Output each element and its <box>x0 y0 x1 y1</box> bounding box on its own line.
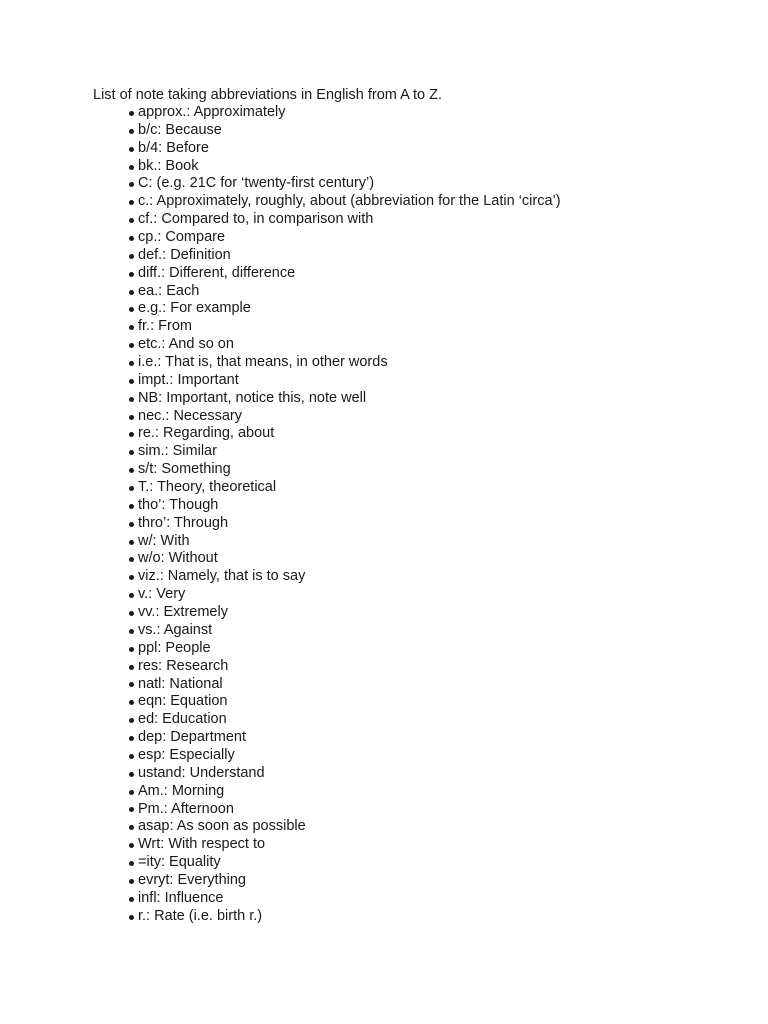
bullet-icon <box>129 165 134 170</box>
list-item <box>129 711 561 729</box>
list-item <box>129 283 561 301</box>
bullet-icon <box>129 111 134 116</box>
list-item <box>129 604 561 622</box>
list-item <box>129 497 561 515</box>
list-item-text: res: Research <box>138 657 229 674</box>
bullet-icon <box>129 325 134 330</box>
bullet-icon <box>129 682 134 687</box>
bullet-icon <box>129 254 134 259</box>
list-item-text: impt.: Important <box>138 371 239 388</box>
list-item-text: thro’: Through <box>138 514 229 531</box>
bullet-icon <box>129 754 134 759</box>
document-title: List of note taking abbreviations in English from A to Z. <box>93 87 442 103</box>
list-item-text: w/o: Without <box>138 550 218 567</box>
list-item <box>129 729 561 747</box>
list-item-text: tho’: Though <box>138 496 219 513</box>
list-item <box>129 818 561 836</box>
list-item <box>129 443 561 461</box>
bullet-icon <box>129 182 134 187</box>
bullet-icon <box>129 522 134 527</box>
bullet-icon <box>129 718 134 723</box>
bullet-icon <box>129 379 134 384</box>
list-item <box>129 300 561 318</box>
list-item-text: s/t: Something <box>138 461 231 478</box>
list-item-text: diff.: Different, difference <box>138 264 296 281</box>
list-item-text: def.: Definition <box>138 246 231 263</box>
list-item <box>129 765 561 783</box>
list-item-text: natl: National <box>138 675 223 692</box>
list-item <box>129 890 561 908</box>
list-item-text: =ity: Equality <box>138 854 221 871</box>
bullet-icon <box>129 272 134 277</box>
bullet-icon <box>129 825 134 830</box>
list-item-text: Am.: Morning <box>138 782 225 799</box>
list-item <box>129 693 561 711</box>
list-item <box>129 336 561 354</box>
list-item <box>129 479 561 497</box>
bullet-icon <box>129 432 134 437</box>
bullet-icon <box>129 665 134 670</box>
list-item <box>129 461 561 479</box>
bullet-icon <box>129 486 134 491</box>
list-item <box>129 783 561 801</box>
list-item-text: ed: Education <box>138 711 227 728</box>
bullet-icon <box>129 575 134 580</box>
bullet-icon <box>129 200 134 205</box>
list-item <box>129 140 561 158</box>
bullet-icon <box>129 540 134 545</box>
bullet-icon <box>129 343 134 348</box>
list-item-text: NB: Important, notice this, note well <box>138 389 367 406</box>
list-item-text: c.: Approximately, roughly, about (abbreviation for the Latin ‘circa’) <box>138 193 561 210</box>
list-item <box>129 658 561 676</box>
bullet-icon <box>129 129 134 134</box>
list-item-text: cf.: Compared to, in comparison with <box>138 211 374 228</box>
list-item <box>129 158 561 176</box>
list-item <box>129 533 561 551</box>
list-item <box>129 265 561 283</box>
bullet-icon <box>129 290 134 295</box>
list-item-text: cp.: Compare <box>138 229 226 246</box>
bullet-icon <box>129 504 134 509</box>
list-item-text: ustand: Understand <box>138 764 265 781</box>
list-item-text: eqn: Equation <box>138 693 228 710</box>
list-item-text: vv.: Extremely <box>138 604 228 621</box>
list-item-text: esp: Especially <box>138 746 235 763</box>
list-item-text: evryt: Everything <box>138 871 246 888</box>
list-item <box>129 425 561 443</box>
bullet-icon <box>129 647 134 652</box>
list-item-text: T.: Theory, theoretical <box>138 479 277 496</box>
list-item <box>129 854 561 872</box>
list-item-text: Wrt: With respect to <box>138 836 266 853</box>
list-item-text: e.g.: For example <box>138 300 251 317</box>
list-item-text: sim.: Similar <box>138 443 217 460</box>
bullet-icon <box>129 361 134 366</box>
bullet-icon <box>129 397 134 402</box>
list-item-text: b/4: Before <box>138 139 209 156</box>
bullet-icon <box>129 611 134 616</box>
bullet-icon <box>129 307 134 312</box>
list-item-text: w/: With <box>138 532 190 549</box>
list-item <box>129 175 561 193</box>
list-item <box>129 676 561 694</box>
bullet-icon <box>129 843 134 848</box>
list-item <box>129 801 561 819</box>
list-item-text: vs.: Against <box>138 621 213 638</box>
list-item-text: infl: Influence <box>138 889 224 906</box>
bullet-icon <box>129 897 134 902</box>
list-item-text: ea.: Each <box>138 282 200 299</box>
list-item <box>129 836 561 854</box>
bullet-icon <box>129 147 134 152</box>
bullet-icon <box>129 772 134 777</box>
list-item <box>129 622 561 640</box>
list-item <box>129 568 561 586</box>
list-item <box>129 872 561 890</box>
list-item-text: viz.: Namely, that is to say <box>138 568 306 585</box>
list-item-text: nec.: Necessary <box>138 407 242 424</box>
bullet-icon <box>129 557 134 562</box>
list-item-text: dep: Department <box>138 729 247 746</box>
list-item-text: C: (e.g. 21C for ‘twenty-first century’) <box>138 175 375 192</box>
list-item-text: i.e.: That is, that means, in other words <box>138 354 388 371</box>
list-item-text: asap: As soon as possible <box>138 818 306 835</box>
list-item <box>129 390 561 408</box>
bullet-icon <box>129 807 134 812</box>
list-item <box>129 372 561 390</box>
bullet-icon <box>129 450 134 455</box>
list-item <box>129 586 561 604</box>
list-item-text: v.: Very <box>138 586 186 603</box>
bullet-icon <box>129 736 134 741</box>
bullet-icon <box>129 468 134 473</box>
list-item <box>129 122 561 140</box>
list-item <box>129 908 561 926</box>
bullet-icon <box>129 861 134 866</box>
list-item <box>129 747 561 765</box>
list-item-text: r.: Rate (i.e. birth r.) <box>138 907 263 924</box>
list-item <box>129 318 561 336</box>
bullet-icon <box>129 879 134 884</box>
list-item-text: ppl: People <box>138 639 211 656</box>
bullet-icon <box>129 236 134 241</box>
list-item-text: etc.: And so on <box>138 336 234 353</box>
list-item-text: bk.: Book <box>138 157 199 174</box>
list-item <box>129 193 561 211</box>
bullet-icon <box>129 593 134 598</box>
list-item <box>129 515 561 533</box>
list-item <box>129 104 561 122</box>
list-item-text: approx.: Approximately <box>138 104 286 120</box>
list-item <box>129 229 561 247</box>
bullet-icon <box>129 700 134 705</box>
list-item <box>129 211 561 229</box>
list-item <box>129 247 561 265</box>
list-item <box>129 640 561 658</box>
bullet-icon <box>129 790 134 795</box>
bullet-icon <box>129 915 134 920</box>
bullet-icon <box>129 629 134 634</box>
list-item-text: Pm.: Afternoon <box>138 800 234 817</box>
list-item-text: fr.: From <box>138 318 192 335</box>
bullet-icon <box>129 218 134 223</box>
bullet-icon <box>129 415 134 420</box>
list-item <box>129 408 561 426</box>
list-item-text: b/c: Because <box>138 121 222 138</box>
abbreviation-list <box>129 104 561 926</box>
list-item <box>129 550 561 568</box>
list-item-text: re.: Regarding, about <box>138 425 275 442</box>
list-item <box>129 354 561 372</box>
